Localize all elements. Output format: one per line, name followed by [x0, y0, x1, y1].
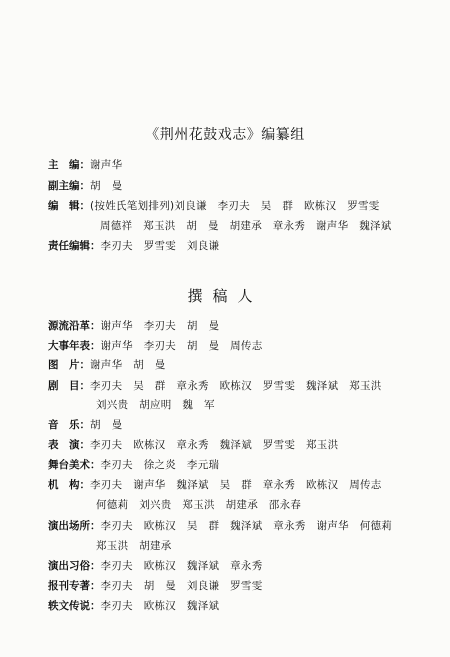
author-names: 胡 曼: [90, 419, 123, 431]
author-label: 剧 目：: [48, 380, 90, 392]
author-row: [48, 318, 430, 334]
author-names: 何德莉 刘兴贵 郑玉洪 胡建承 邵永春: [96, 499, 302, 511]
author-row: [48, 518, 430, 534]
author-names: 李刃夫 欧栋汉 吴 群 魏泽斌 章永秀 谢声华 何德莉: [100, 520, 393, 532]
credit-label: 主 编：: [48, 159, 90, 171]
author-names: 谢声华 胡 曼: [90, 359, 166, 371]
authors-title: 撰稿人: [187, 287, 263, 305]
credit-names: 胡 曼: [90, 180, 123, 192]
author-label: 源流沿革：: [48, 320, 101, 332]
author-label: 表 演：: [48, 439, 90, 451]
credit-label: 责任编辑：: [48, 240, 101, 252]
author-row: [48, 558, 430, 574]
author-row: [48, 477, 430, 493]
author-label: 机 构：: [48, 479, 90, 491]
author-names: 李刃夫 吴 群 章永秀 欧栋汉 罗雪雯 魏泽斌 郑玉洪: [90, 380, 382, 392]
credit-names: 李刃夫 罗雪雯 刘良谦: [100, 240, 220, 252]
author-row: [48, 578, 430, 594]
author-names: 谢声华 李刃夫 胡 曼 周传志: [100, 340, 263, 352]
author-row-continued: [96, 397, 430, 413]
credit-names: 谢声华: [90, 159, 123, 171]
author-row: [48, 598, 430, 614]
author-names: 李刃夫 欧栋汉 魏泽斌: [100, 600, 220, 612]
author-row: [48, 417, 430, 433]
author-row: [48, 338, 430, 354]
credit-row: [48, 198, 430, 214]
author-names: 刘兴贵 胡应明 魏 军: [96, 399, 215, 411]
author-row: [48, 437, 430, 453]
author-row: [48, 457, 430, 473]
author-row: [48, 378, 430, 394]
author-label: 报刊专著：: [48, 580, 101, 592]
compilation-group-title: 《荆州花鼓戏志》编纂组: [145, 127, 305, 143]
author-names: 谢声华 李刃夫 胡 曼: [100, 320, 220, 332]
author-names: 李刃夫 欧栋汉 魏泽斌 章永秀: [100, 560, 263, 572]
author-row-continued: [96, 497, 430, 513]
credit-row-continued: [100, 218, 430, 234]
author-names: 李刃夫 胡 曼 刘良谦 罗雪雯: [100, 580, 263, 592]
author-label: 图 片：: [48, 359, 90, 371]
author-names: 郑玉洪 胡建承: [96, 540, 172, 552]
credit-row: [48, 178, 430, 194]
author-label: 大事年表：: [48, 340, 101, 352]
author-label: 演出场所：: [48, 520, 101, 532]
author-names: 李刃夫 欧栋汉 章永秀 魏泽斌 罗雪雯 郑玉洪: [90, 439, 339, 451]
author-label: 音 乐：: [48, 419, 90, 431]
author-label: 舞台美术：: [48, 459, 101, 471]
credit-names: 周德祥 郑玉洪 胡 曼 胡建承 章永秀 谢声华 魏泽斌: [100, 220, 392, 232]
author-row-continued: [96, 538, 430, 554]
author-row: [48, 357, 430, 373]
author-names: 李刃夫 徐之炎 李元瑞: [100, 459, 220, 471]
credit-row: [48, 238, 430, 254]
credit-row: [48, 157, 430, 173]
author-names: 李刃夫 谢声华 魏泽斌 吴 群 章永秀 欧栋汉 周传志: [90, 479, 382, 491]
credit-label: 副主编：: [48, 180, 90, 192]
author-label: 轶文传说：: [48, 600, 101, 612]
credit-label: 编 辑：: [48, 200, 90, 212]
credit-names: (按姓氏笔划排列)刘良谦 李刃夫 吴 群 欧栋汉 罗雪雯: [90, 200, 380, 212]
author-label: 演出习俗：: [48, 560, 101, 572]
